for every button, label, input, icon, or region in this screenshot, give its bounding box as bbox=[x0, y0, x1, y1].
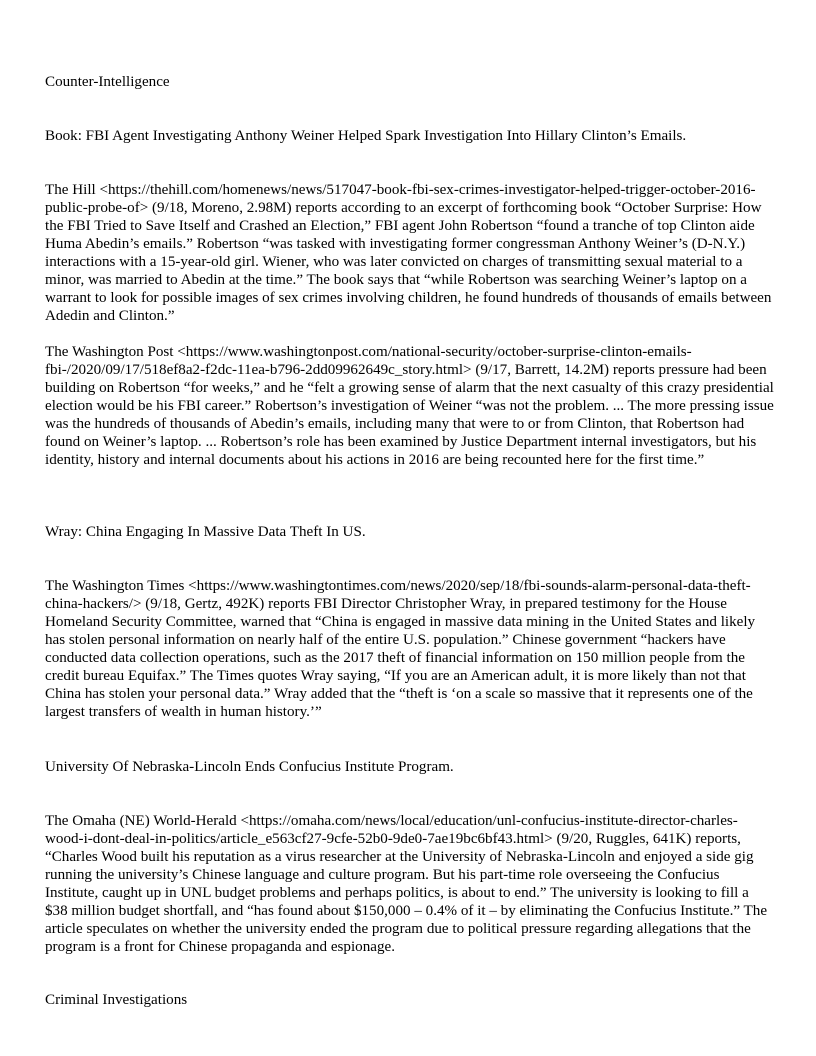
article-headline-weiner-emails: Book: FBI Agent Investigating Anthony Weiner Helped Spark Investigation Into Hillary Clinton’s Emails. bbox=[45, 128, 687, 144]
section-heading-criminal-investigations: Criminal Investigations bbox=[45, 992, 188, 1008]
article-paragraph-the-hill: The Hill <https://thehill.com/homenews/news/517047-book-fbi-sex-crimes-investigator-helped-trigger-october-2016-public-probe-of> (9/18, Moreno, 2.98M) reports according to an excerpt of forthcoming book “October Surprise: How the FBI Tried to Save Itself and Crashed an Election,” FBI agent John Robertson “found a tranche of top Clinton aide Huma Abedin’s emails.” Robertson “was tasked with investigating former congressman Anthony Weiner’s (D-N.Y.) interactions with a 15-year-old girl. Wiener, who was later convicted on charges of transmitting sexual material to a minor, was married to Abedin at the time.” The book says that “while Robertson was searching Weiner’s laptop on a warrant to look for possible images of sex crimes involving children, he found hundreds of thousands of emails between Adedin and Clinton.” bbox=[45, 182, 772, 324]
article-paragraph-washington-times: The Washington Times <https://www.washingtontimes.com/news/2020/sep/18/fbi-sounds-alarm-personal-data-theft-china-hackers/> (9/18, Gertz, 492K) reports FBI Director Christopher Wray, in prepared testimony for the House Homeland Security Committee, warned that “China is engaged in massive data mining in the United States and likely has stolen personal information on nearly half of the entire U.S. population.” Chinese government “hackers have conducted data collection operations, such as the 2017 theft of financial information on 150 million people from the credit bureau Equifax.” The Times quotes Wray saying, “If you are an American adult, it is more likely than not that China has stolen your personal data.” Wray added that the “theft is ‘on a scale so massive that it represents one of the largest transfers of wealth in human history.’” bbox=[45, 578, 756, 720]
article-headline-china-data-theft: Wray: China Engaging In Massive Data Theft In US. bbox=[45, 524, 366, 540]
article-paragraph-washington-post: The Washington Post <https://www.washingtonpost.com/national-security/october-surprise-clinton-emails-fbi-/2020/09/17/518ef8a2-f2dc-11ea-b796-2dd09962649c_story.html> (9/17, Barrett, 14.2M) reports pressure had been building on Robertson “for weeks,” and he “felt a growing sense of alarm that the next casualty of this crazy presidential election would be his FBI career.” Robertson’s investigation of Weiner “was not the problem. ... The more pressing issue was the hundreds of thousands of Abedin’s emails, including many that were to or from Clinton, that Robertson had found on Weiner’s laptop. ... Robertson’s role has been examined by Justice Department internal investigators, but his identity, history and internal documents about his actions in 2016 are being recounted here for the first time.” bbox=[45, 344, 774, 468]
article-headline-confucius-institute: University Of Nebraska-Lincoln Ends Confucius Institute Program. bbox=[45, 759, 454, 775]
article-paragraph-omaha-world-herald: The Omaha (NE) World-Herald <https://omaha.com/news/local/education/unl-confucius-institute-director-charles-wood-i-dont-deal-in-politics/article_e563cf27-9cfe-52b0-9de0-7ae19bc6bf43.html> (9/20, Ruggles, 641K) reports, “Charles Wood built his reputation as a virus researcher at the University of Nebraska-Lincoln and enjoyed a side gig running the university’s Chinese language and culture program. But his part-time role overseeing the Confucius Institute, caught up in UNL budget problems and perhaps politics, is about to end.” The university is looking to fill a $38 million budget shortfall, and “has found about $150,000 – 0.4% of it – by eliminating the Confucius Institute.” The article speculates on whether the university ended the program due to political pressure regarding allegations that the program is a front for Chinese propaganda and espionage. bbox=[45, 813, 768, 955]
section-heading-counter-intelligence: Counter-Intelligence bbox=[45, 74, 170, 90]
